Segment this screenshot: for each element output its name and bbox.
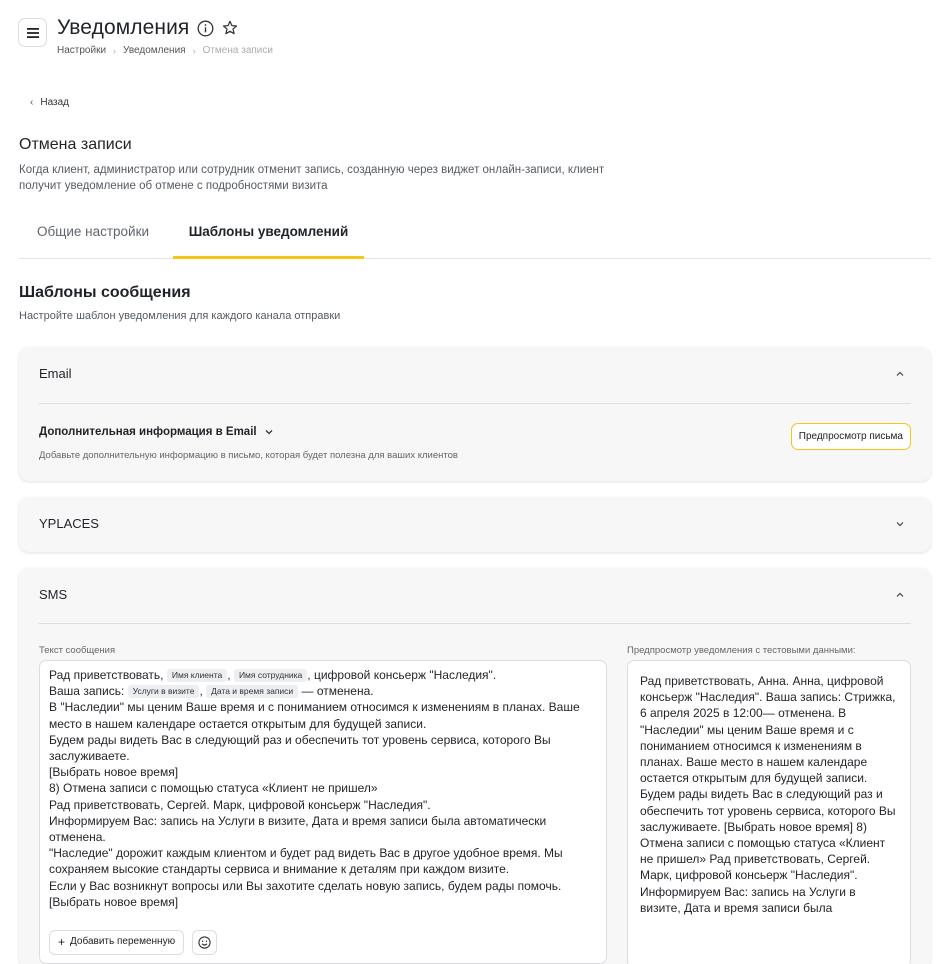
templates-description: Настройте шаблон уведомления для каждого канала отправки — [19, 310, 341, 322]
message-paragraph: Информируем Вас: запись на Услуги в визите, Дата и время записи была автоматически отменена. — [49, 813, 547, 845]
message-text: Рад приветствовать, — [49, 668, 164, 682]
star-icon[interactable] — [222, 20, 238, 36]
message-toolbar — [49, 930, 217, 955]
email-card-title[interactable]: Email — [39, 366, 72, 381]
message-paragraph: 8) Отмена записи с помощью статуса «Клиент не пришел» — [49, 781, 378, 796]
section-description: Когда клиент, администратор или сотрудник отменит запись, созданную через виджет онлайн-записи, клиент получит уведомление об отмене с подробностями визита — [19, 164, 605, 192]
tab-general-settings[interactable]: Общие настройки — [37, 224, 150, 239]
chevron-down-icon[interactable] — [895, 519, 905, 529]
message-text: , — [227, 668, 231, 682]
email-preview-button[interactable]: Предпросмотр письма — [791, 423, 911, 450]
chevron-up-icon[interactable] — [895, 590, 905, 600]
message-line — [49, 667, 597, 683]
section-title: Отмена записи — [19, 136, 132, 153]
sms-card-title[interactable]: SMS — [39, 587, 68, 602]
add-variable-label: Добавить переменную — [70, 936, 176, 948]
divider — [39, 403, 911, 404]
breadcrumb-settings[interactable]: Настройки — [57, 45, 107, 56]
sms-preview-box — [627, 660, 911, 964]
chevron-up-icon[interactable] — [895, 369, 905, 379]
menu-button[interactable] — [18, 18, 47, 47]
variable-chip-services[interactable]: Услуги в визите — [128, 685, 200, 698]
message-paragraph: Если у Вас возникнут вопросы или Вы захотите сделать новую запись, будем рады помочь. — [49, 878, 562, 893]
email-card — [19, 347, 931, 481]
plus-icon: + — [58, 935, 66, 950]
info-icon[interactable] — [197, 20, 214, 37]
tabs — [19, 220, 931, 259]
hamburger-icon — [27, 28, 39, 38]
yplaces-card-title: YPLACES — [39, 516, 99, 531]
message-text: , — [199, 684, 203, 699]
message-text: , цифровой консьерж "Наследия". — [307, 668, 497, 682]
sms-card — [19, 568, 931, 964]
message-text-label: Текст сообщения — [39, 645, 116, 656]
message-text: Ваша запись: — [49, 684, 125, 699]
variable-chip-datetime[interactable]: Дата и время записи — [206, 685, 298, 698]
preview-label: Предпросмотр уведомления с тестовыми данными: — [627, 645, 856, 656]
variable-chip-client-name[interactable]: Имя клиента — [167, 669, 227, 682]
sms-preview-text: Рад приветствовать, Анна. Анна, цифровой консьерж "Наследия". Ваша запись: Стрижка, 6 апреля 2025 в 12:00— отменена. В "Наследии" мы ценим Ваше время и с пониманием относимся к изменениям в планах. Ваше место в нашем календаре остается открытым для будущей записи. Будем рады видеть Вас в следующий раз и обеспечить тот уровень сервиса, которого Вы заслуживаете. [Выбрать новое время] 8) Отмена записи с помощью статуса «Клиент не пришел» Рад приветствовать, Сергей. Марк, цифровой консьерж "Наследия". Информируем Вас: запись на Услуги в визите, Дата и время записи была — [640, 674, 896, 915]
breadcrumb-current: Отмена записи — [202, 45, 273, 56]
message-paragraph: [Выбрать новое время] — [49, 894, 179, 909]
tab-notification-templates[interactable]: Шаблоны уведомлений — [173, 220, 364, 259]
page-header — [18, 16, 273, 56]
breadcrumb-notifications[interactable]: Уведомления — [123, 45, 186, 56]
add-variable-button[interactable] — [49, 930, 184, 955]
message-paragraph: Будем рады видеть Вас в следующий раз и обеспечить тот уровень сервиса, которого Вы заслуживаете. — [49, 732, 551, 764]
breadcrumb — [57, 45, 273, 56]
message-paragraph: В "Наследии" мы ценим Ваше время и с пониманием относимся к изменениям в планах. Ваше место в нашем календаре остается открытым для будущей записи. — [49, 700, 580, 731]
back-link[interactable] — [30, 97, 69, 108]
smiley-icon — [198, 936, 211, 949]
email-extra-title: Дополнительная информация в Email — [39, 426, 257, 438]
breadcrumb-separator-icon: › — [192, 45, 196, 56]
templates-title: Шаблоны сообщения — [19, 284, 191, 301]
divider — [39, 623, 911, 624]
yplaces-card[interactable] — [19, 497, 931, 552]
back-label: Назад — [40, 97, 69, 108]
message-paragraph: [Выбрать новое время] — [49, 765, 179, 780]
message-text: — отменена. — [301, 684, 374, 699]
message-paragraph: "Наследие" дорожит каждым клиентом и будет рад видеть Вас в другое удобное время. Мы сохраняем высокие стандарты сервиса и внимание к деталям при каждом визите. — [49, 846, 563, 877]
emoji-button[interactable] — [192, 930, 217, 955]
email-extra-toggle[interactable] — [39, 426, 274, 438]
chevron-left-icon: ‹ — [30, 97, 34, 108]
breadcrumb-separator-icon: › — [113, 45, 117, 56]
message-textarea[interactable] — [39, 660, 607, 964]
variable-chip-employee-name[interactable]: Имя сотрудника — [234, 669, 307, 682]
email-extra-description: Добавьте дополнительную информацию в письмо, которая будет полезна для ваших клиентов — [39, 450, 458, 461]
page-title: Уведомления — [57, 16, 190, 39]
chevron-down-icon — [264, 427, 274, 437]
message-paragraph: Рад приветствовать, Сергей. Марк, цифровой консьерж "Наследия". — [49, 797, 431, 812]
message-line — [49, 683, 597, 699]
